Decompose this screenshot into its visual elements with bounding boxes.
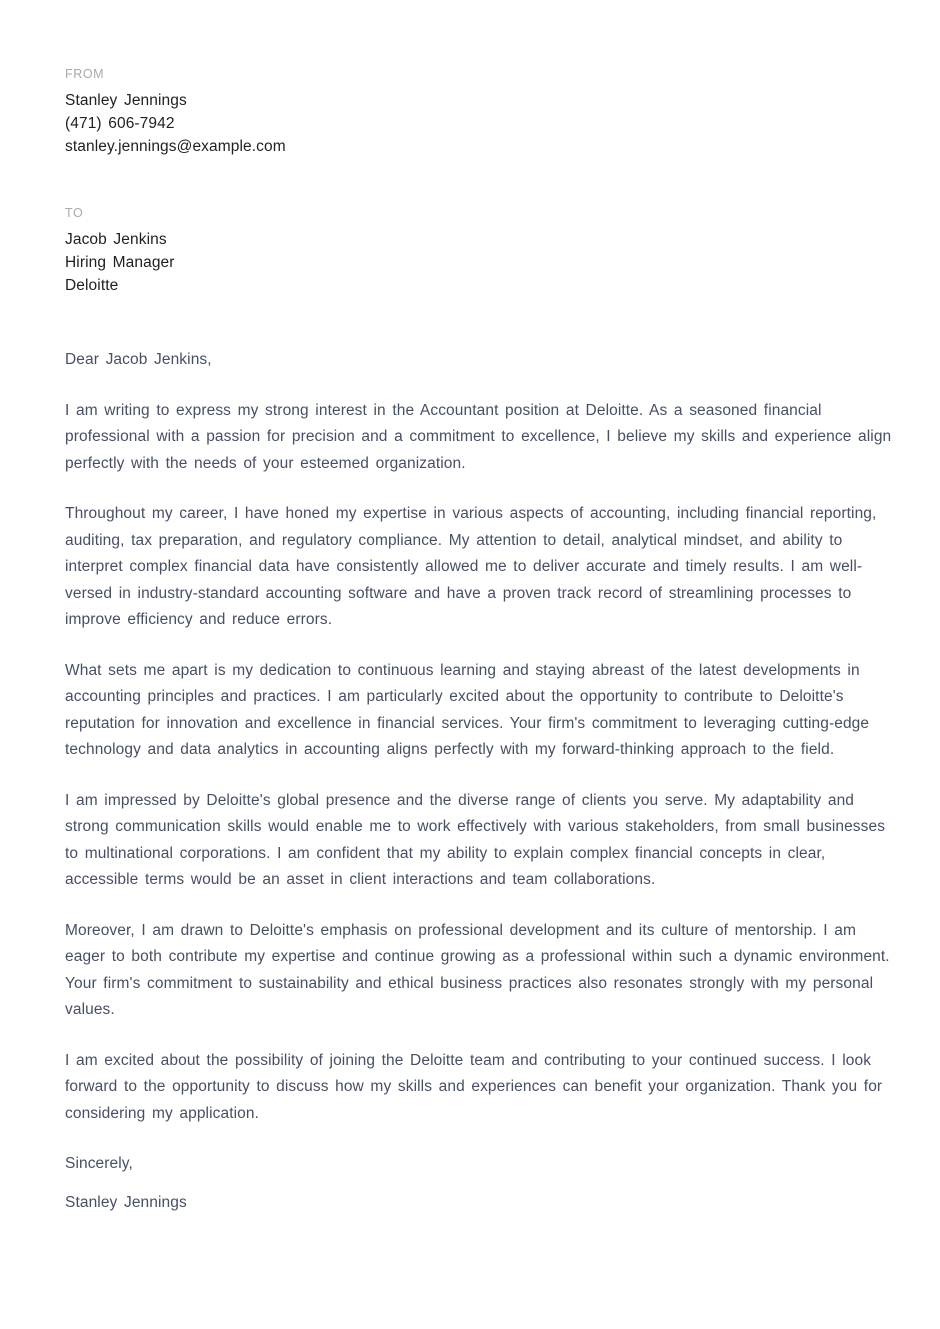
from-label: FROM — [65, 67, 105, 81]
closing: Sincerely, — [65, 1155, 133, 1172]
letter-body — [65, 347, 893, 1217]
to-section — [65, 205, 890, 297]
to-label: TO — [65, 206, 84, 220]
salutation: Dear Jacob Jenkins, — [65, 351, 212, 368]
letter-paragraph: I am writing to express my strong interest in the Accountant position at Deloitte. As a seasoned financial professional with a passion for precision and a commitment to excellence, I believe my skills and experience align perfectly with the needs of your esteemed organization. — [65, 401, 892, 472]
recipient-company: Deloitte — [65, 277, 119, 294]
sender-email: stanley.jennings@example.com — [65, 138, 286, 155]
recipient-title: Hiring Manager — [65, 254, 175, 271]
letter-paragraph: I am impressed by Deloitte's global presence and the diverse range of clients you serve. My adaptability and strong communication skills would enable me to work effectively with various stakeholders, from small businesses to multinational corporations. I am confident that my ability to explain complex financial concepts in clear, accessible terms would be an asset in client interactions and team collaborations. — [65, 791, 886, 888]
signature-name: Stanley Jennings — [65, 1194, 187, 1211]
recipient-name: Jacob Jenkins — [65, 231, 167, 248]
from-section — [65, 66, 890, 158]
letter-paragraph: I am excited about the possibility of joining the Deloitte team and contributing to your continued success. I look forward to the opportunity to discuss how my skills and experiences can benefit your organization. Thank you for considering my application. — [65, 1051, 883, 1122]
letter-paragraph: Throughout my career, I have honed my expertise in various aspects of accounting, including financial reporting, auditing, tax preparation, and regulatory compliance. My attention to detail, analytical mindset, and ability to interpret complex financial data have consistently allowed me to deliver accurate and timely results. I am well-versed in industry-standard accounting software and have a proven track record of streamlining processes to improve efficiency and reduce errors. — [65, 505, 877, 628]
sender-phone: (471) 606-7942 — [65, 115, 175, 132]
letter-paragraph: What sets me apart is my dedication to continuous learning and staying abreast of the latest developments in accounting principles and practices. I am particularly excited about the opportunity to contribute to Deloitte's reputation for innovation and excellence in financial services. Your firm's commitment to leveraging cutting-edge technology and data analytics in accounting aligns perfectly with my forward-thinking approach to the field. — [65, 661, 870, 758]
letter-paragraph: Moreover, I am drawn to Deloitte's emphasis on professional development and its culture of mentorship. I am eager to both contribute my expertise and continue growing as a professional within such a dynamic environment. Your firm's commitment to sustainability and ethical business practices also resonates strongly with my personal values. — [65, 921, 890, 1018]
sender-name: Stanley Jennings — [65, 92, 187, 109]
